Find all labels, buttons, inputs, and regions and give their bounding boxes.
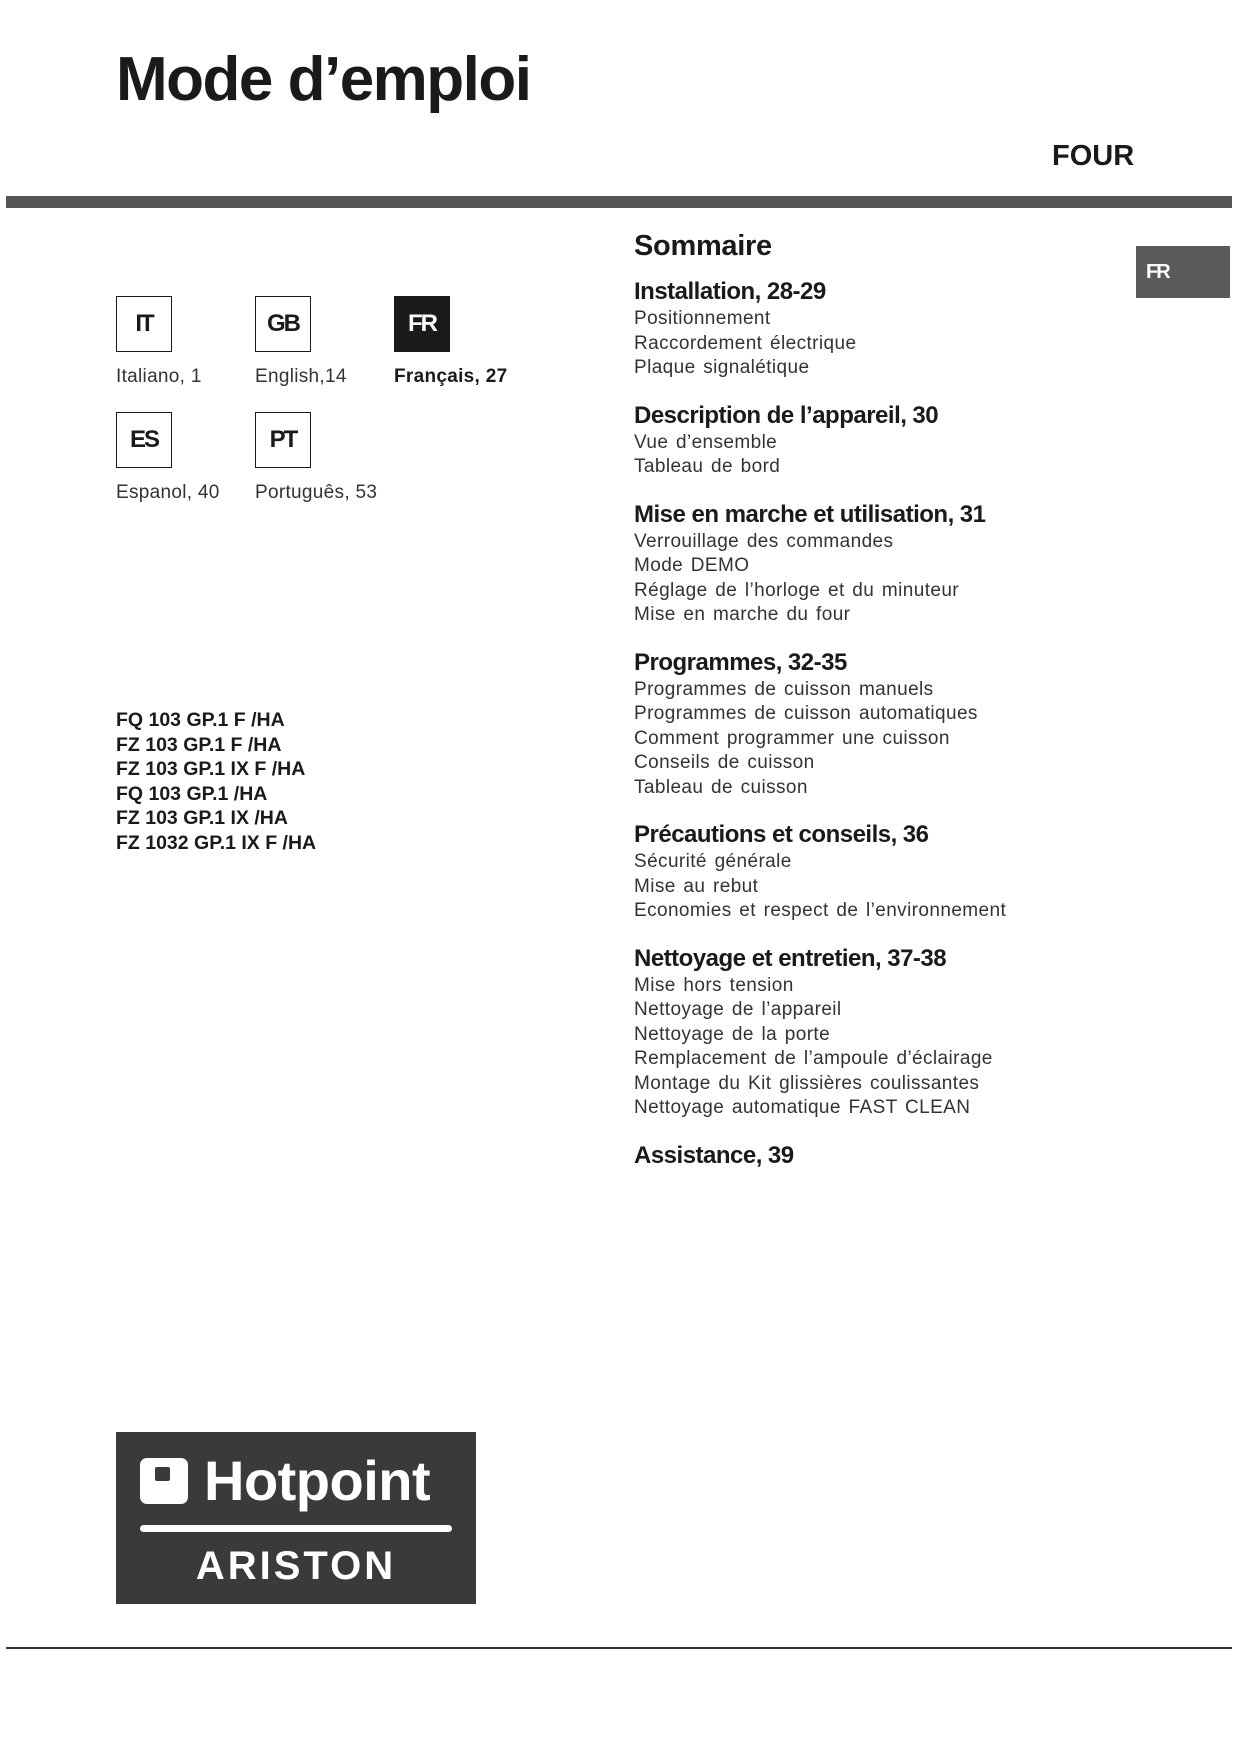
toc-item[interactable]: Positionnement (634, 308, 771, 329)
toc-page-number: 32-35 (787, 648, 847, 676)
toc-section-heading[interactable] (634, 944, 1134, 974)
header-divider (6, 196, 1232, 208)
language-code-box: ES (116, 412, 172, 468)
language-option-fr[interactable] (394, 296, 544, 388)
toc-item[interactable]: Verrouillage des commandes (634, 530, 894, 552)
toc-section (634, 1141, 1134, 1171)
toc-item[interactable]: Réglage de l’horloge et du minuteur (634, 579, 960, 601)
toc-section (634, 820, 1134, 924)
toc-heading-text: Assistance, (634, 1141, 762, 1169)
toc-item[interactable]: Nettoyage de la porte (634, 1023, 831, 1045)
toc-heading-text: Mise en marche et utilisation, (634, 500, 954, 528)
toc-item[interactable]: Nettoyage automatique FAST CLEAN (634, 1097, 971, 1118)
footer-divider (6, 1647, 1232, 1649)
language-code-box: PT (255, 412, 311, 468)
language-label: Espanol, 40 (116, 482, 220, 503)
toc-section (634, 277, 1134, 381)
toc-item[interactable]: Mode DEMO (634, 555, 750, 576)
toc-item[interactable]: Montage du Kit glissières coulissantes (634, 1072, 980, 1094)
table-of-contents (634, 230, 1134, 1191)
model-number: FZ 103 GP.1 IX /HA (116, 807, 288, 829)
language-label: Italiano, 1 (116, 366, 202, 387)
language-option-it[interactable] (116, 296, 266, 388)
toc-item[interactable]: Vue d’ensemble (634, 431, 778, 453)
model-number: FZ 1032 GP.1 IX F /HA (116, 831, 317, 854)
toc-heading-text: Installation, (634, 278, 761, 305)
toc-item[interactable]: Nettoyage de l’appareil (634, 999, 842, 1020)
toc-section-heading[interactable] (634, 648, 1134, 678)
toc-section (634, 500, 1134, 628)
toc-item[interactable]: Conseils de cuisson (634, 752, 815, 773)
brand-logo (116, 1432, 476, 1604)
toc-heading-text: Programmes, (634, 648, 782, 676)
product-category: FOUR (1052, 140, 1135, 172)
toc-page-number: 30 (912, 401, 939, 429)
toc-item[interactable]: Remplacement de l’ampoule d’éclairage (634, 1048, 993, 1069)
toc-page-number: 39 (767, 1141, 794, 1169)
toc-item[interactable]: Mise au rebut (634, 875, 759, 897)
toc-item[interactable]: Raccordement électrique (634, 332, 857, 354)
language-option-es[interactable] (116, 412, 266, 504)
toc-page-number: 31 (959, 500, 986, 528)
logo-brand-text: Hotpoint (204, 1449, 431, 1512)
model-number: FZ 103 GP.1 F /HA (116, 733, 282, 756)
toc-section-heading[interactable] (634, 500, 1134, 530)
language-side-tab: FR (1136, 246, 1230, 298)
toc-page-number: 36 (902, 821, 929, 848)
toc-item[interactable]: Sécurité générale (634, 851, 792, 872)
logo-sub-text: ARISTON (195, 1544, 397, 1588)
toc-item[interactable]: Tableau de cuisson (634, 776, 808, 798)
toc-page-number: 28-29 (766, 278, 826, 305)
toc-page-number: 37-38 (887, 944, 947, 972)
model-number: FQ 103 GP.1 /HA (116, 782, 268, 805)
toc-title: Sommaire (634, 230, 772, 262)
toc-item[interactable]: Mise en marche du four (634, 604, 851, 625)
toc-item[interactable]: Programmes de cuisson manuels (634, 678, 934, 700)
toc-heading-text: Précautions et conseils, (634, 821, 897, 848)
model-number: FQ 103 GP.1 F /HA (116, 709, 285, 731)
language-code-box: FR (394, 296, 450, 352)
toc-item[interactable]: Comment programmer une cuisson (634, 727, 950, 749)
page-title: Mode d’emploi (116, 45, 531, 114)
toc-section-heading[interactable] (634, 1141, 1134, 1171)
toc-item[interactable]: Plaque signalétique (634, 357, 810, 378)
toc-section-heading[interactable] (634, 277, 1134, 307)
toc-item[interactable]: Programmes de cuisson automatiques (634, 703, 978, 724)
logo-mark-icon (140, 1458, 188, 1504)
language-label: Français, 27 (394, 366, 508, 387)
language-label: Português, 53 (255, 482, 378, 503)
toc-item[interactable]: Tableau de bord (634, 456, 781, 477)
language-label: English,14 (255, 366, 347, 387)
toc-heading-text: Description de l’appareil, (634, 401, 907, 429)
toc-section (634, 944, 1134, 1121)
language-option-pt[interactable] (255, 412, 405, 504)
toc-section (634, 648, 1134, 801)
toc-heading-text: Nettoyage et entretien, (634, 944, 882, 972)
language-code-box: IT (116, 296, 172, 352)
language-code-box: GB (255, 296, 311, 352)
toc-sections (634, 277, 1134, 1171)
toc-section-heading[interactable] (634, 401, 1134, 431)
language-option-gb[interactable] (255, 296, 405, 388)
model-list (116, 708, 316, 855)
logo-divider (140, 1525, 452, 1532)
toc-section-heading[interactable] (634, 820, 1134, 850)
model-number: FZ 103 GP.1 IX F /HA (116, 758, 306, 780)
toc-item[interactable]: Economies et respect de l’environnement (634, 900, 1007, 921)
toc-item[interactable]: Mise hors tension (634, 974, 794, 996)
toc-section (634, 401, 1134, 480)
